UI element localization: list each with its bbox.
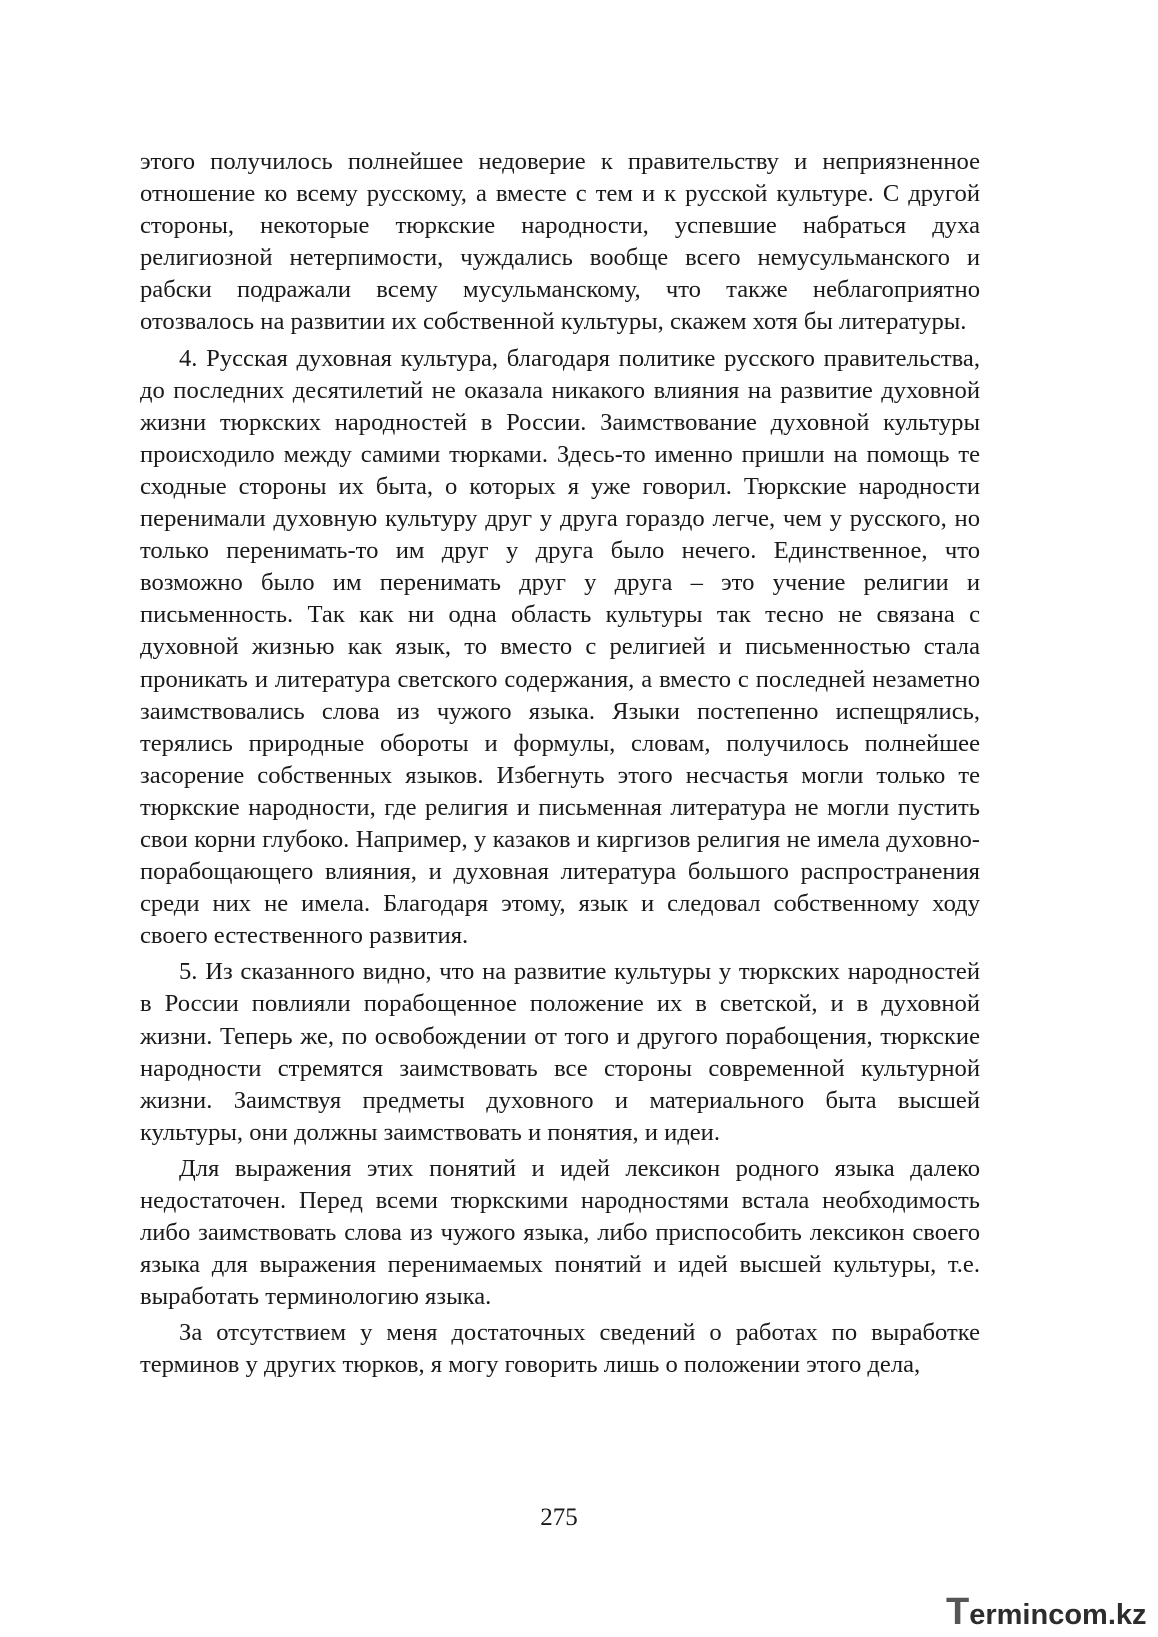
page-number: 275 <box>540 1504 578 1531</box>
paragraph-3: 5. Из сказанного видно, что на развитие культуры у тюркских народностей в России повлияли порабощенное положение их в светской, и в духовной жизни. Теперь же, по освобождении от того и другого порабощения, тюркские народности стремятся заимствовать все стороны современной культурной жизни. Заимствуя предметы духовного и материального быта высшей культуры, они должны заимствовать и понятия, и идеи. <box>140 958 980 1146</box>
watermark-logo <box>946 1590 1146 1634</box>
paragraph-2: 4. Русская духовная культура, благодаря политике русского правительства, до последних десятилетий не оказала никакого влияния на развитие духовной жизни тюркских народностей в России. Заимствование духовной культуры происходило между самими тюрками. Здесь-то именно пришли на помощь те сходные стороны их быта, о которых я уже говорил. Тюркские народности перенимали духовную культуру друг у друга гораздо легче, чем у русского, но только перенимать-то им друг у друга было нечего. Единственное, что возможно было им перенимать друг у друга – это учение религии и письменность. Так как ни одна область культуры так тесно не связана с духовной жизнью как язык, то вместо с религией и письменностью стала проникать и литература светского содержания, а вместо с последней незаметно заимствовались слова из чужого языка. Языки постепенно испещрялись, терялись природные обороты и формулы, словам, получилось полнейшее засорение собственных языков. Избегнуть этого несчастья могли только те тюркские народности, где религия и письменная литература не могли пустить свои корни глубоко. Например, у казаков и киргизов религия не имела духовно-порабощающего влияния, и духовная литература большого распространения среди них не имела. Благодаря этому, язык и следовал собственному ходу своего естественного развития. <box>140 344 980 950</box>
paragraph-5: За отсутствием у меня достаточных сведений о работах по выработке терминов у других тюрков, я могу говорить лишь о положении этого дела, <box>140 1319 980 1379</box>
watermark-first-letter: T <box>946 1591 970 1633</box>
page-body <box>140 146 980 1382</box>
paragraph-1: этого получилось полнейшее недоверие к правительству и неприязненное отношение ко всему русскому, а вместе с тем и к русской культуре. С другой стороны, некоторые тюркские народности, успевшие набраться духа религиозной нетерпимости, чуждались вообще всего немусульманского и рабски подражали всему мусульманскому, что также неблагоприятно отозвалось на развитии их собственной культуры, скажем хотя бы литературы. <box>140 148 980 336</box>
paragraph-4: Для выражения этих понятий и идей лексикон родного языка далеко недостаточен. Перед всеми тюркскими народностями встала необходимость либо заимствовать слова из чужого языка, либо приспособить лексикон своего языка для выражения перенимаемых понятий и идей высшей культуры, т.е. выработать терминологию языка. <box>140 1154 980 1311</box>
watermark-rest: ermincom.kz <box>969 1599 1147 1631</box>
